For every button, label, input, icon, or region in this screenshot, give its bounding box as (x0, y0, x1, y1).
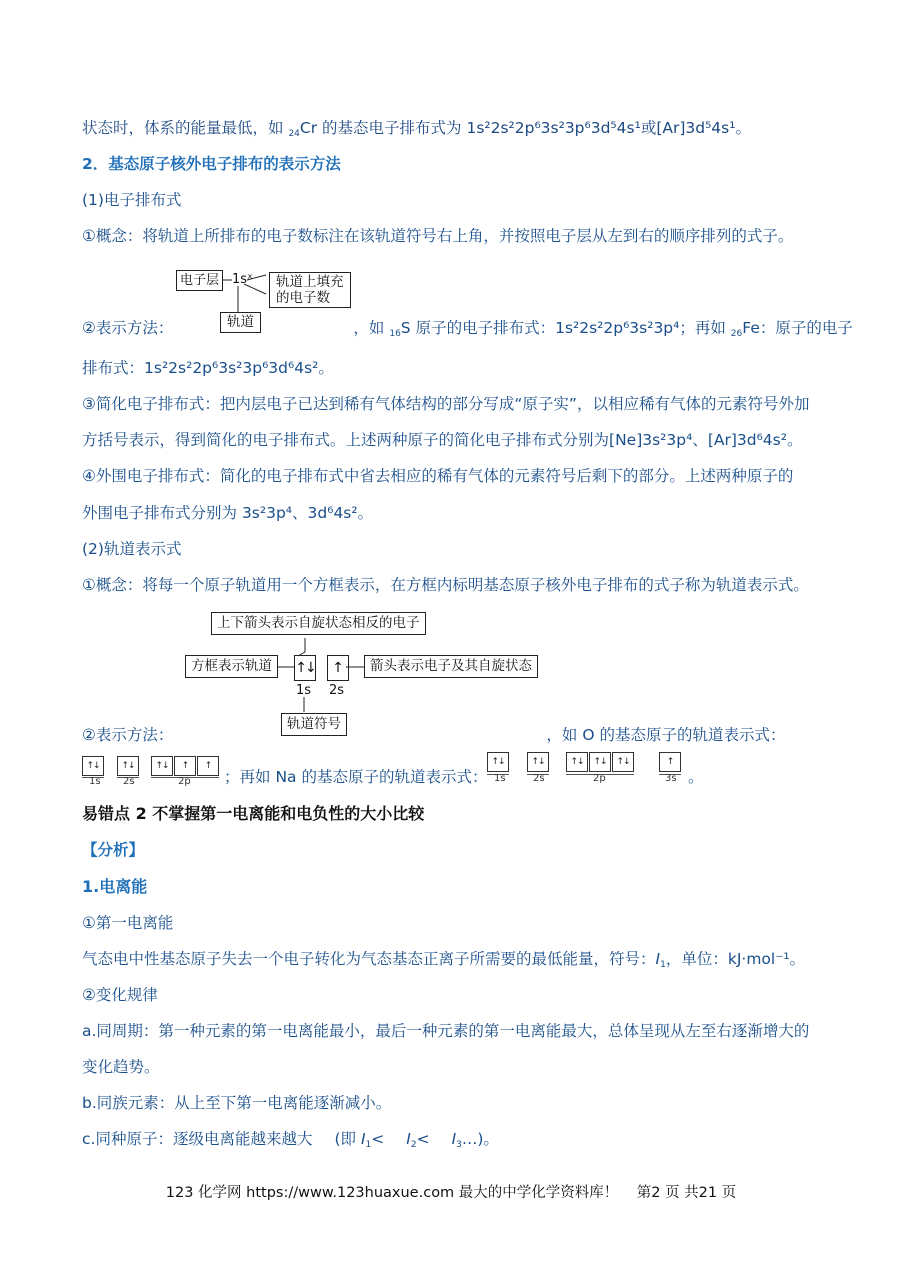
label-box-means: 方框表示轨道 (185, 655, 278, 678)
text: 。 (357, 504, 374, 522)
subscript: 1 (660, 960, 666, 970)
text: 外围电子排布式分别为 (82, 504, 242, 522)
heading-analysis: 【分析】 (82, 841, 145, 859)
text-line-orbital-concept: ①概念：将每一个原子轨道用一个方框表示，在方框内标明基态原子核外电子排布的式子称为轨道表示式。 (82, 576, 809, 594)
orbital-diagram-na (487, 752, 687, 786)
text: ，单位： (665, 950, 728, 968)
page-footer (0, 1181, 902, 1202)
orbital-box: ↑↓ (612, 752, 634, 772)
text: ，如 (353, 319, 390, 337)
label-orbital: 轨道 (220, 312, 261, 333)
text: 的基态原子的轨道表示式： (594, 726, 786, 744)
label-orbital-symbol: 轨道符号 (281, 713, 347, 736)
text-line-orbital-method (82, 724, 785, 746)
electron-config-short: [Ar]3d⁶4s² (707, 431, 787, 449)
text-line-same-atom (82, 1128, 499, 1150)
orbital-label: 2s (533, 773, 545, 784)
electron-config: 1s²2s²2p⁶3s²3p⁶3d⁶4s² (144, 359, 319, 377)
text: 的基态电子排布式为 (317, 119, 467, 137)
label-filled-line1: 轨道上填充 (276, 274, 344, 290)
symbol-i: I (451, 1130, 457, 1148)
text: 。 (786, 431, 803, 449)
orbital-diagram-explainer (185, 612, 535, 742)
electron-config-valence: 3d⁶4s² (307, 504, 358, 522)
element-symbol: Na (275, 768, 297, 786)
label-filled (269, 272, 351, 308)
element-symbol: Cr (299, 119, 318, 137)
orbital-box: ↑↓ (589, 752, 611, 772)
subscript: 3 (456, 1140, 462, 1150)
text: ；再如 (224, 768, 276, 786)
text-first-ionization: ①第一电离能 (82, 914, 174, 932)
heading-error-point-2: 易错点 2 不掌握第一电离能和电负性的大小比较 (82, 804, 425, 823)
text-line-group: b.同族元素：从上至下第一电离能逐渐减小。 (82, 1094, 392, 1112)
orbital-box: ↑↓ (487, 752, 509, 772)
orbital-box: ↑↓ (527, 752, 549, 772)
text-line-fe-config (82, 357, 334, 379)
label-1s: 1s (296, 683, 312, 698)
text: 。 (789, 950, 806, 968)
text-line-valence: ④外围电子排布式：简化的电子排布式中省去相应的稀有气体的元素符号后剩下的部分。上述两种原子的 (82, 467, 794, 485)
text: …)。 (461, 1130, 499, 1148)
text: (即 (334, 1130, 361, 1148)
text: 的基态原子的轨道表示式： (296, 768, 488, 786)
electron-config: 1s²2s²2p⁶3s²3p⁶3d⁵4s¹ (466, 119, 641, 137)
less-than: < (416, 1130, 430, 1148)
text: c.同种原子：逐级电离能越来越大 (82, 1130, 313, 1148)
orbital-label: 1s (89, 776, 101, 787)
text-line-simplified-2 (82, 429, 802, 451)
orbital-box: ↑ (197, 756, 219, 776)
footer-site: 123 化学网 https://www.123huaxue.com 最大的中学化学资料库！ (165, 1185, 619, 1201)
element-symbol: Fe (742, 319, 760, 337)
page-number: 第2 页 共21 页 (636, 1185, 737, 1201)
orbital-diagram-o (82, 756, 222, 786)
text: 方括号表示，得到简化的电子排布式。上述两种原子的简化电子排布式分别为 (82, 431, 610, 449)
section-heading-representation: 2．基态原子核外电子排布的表示方法 (82, 155, 341, 173)
atomic-number: 16 (389, 329, 401, 339)
text: 。 (735, 119, 751, 137)
label-2s: 2s (329, 683, 345, 698)
orbital-box-1s: ↑↓ (294, 655, 316, 681)
text: ②表示方法： (82, 726, 174, 744)
text-variation-rule: ②变化规律 (82, 986, 158, 1004)
text-line-trend: 变化趋势。 (82, 1058, 160, 1076)
orbital-box: ↑ (174, 756, 196, 776)
symbol-i: I (360, 1130, 366, 1148)
heading-ionization-energy: 1.电离能 (82, 877, 148, 896)
orbital-box: ↑↓ (151, 756, 173, 776)
orbital-box: ↑↓ (82, 756, 104, 776)
text-period: 。 (688, 768, 704, 786)
text: ；再如 (679, 319, 731, 337)
orbital-label: 2s (123, 776, 135, 787)
text-line-na (224, 766, 487, 788)
text: 排布式： (82, 359, 145, 377)
label-arrow-means: 箭头表示电子及其自旋状态 (364, 655, 538, 678)
text: 状态时，体系的能量最低，如 (82, 119, 289, 137)
label-filled-line2: 的电子数 (276, 290, 330, 306)
subscript: 2 (410, 1140, 417, 1150)
less-than: < (371, 1130, 385, 1148)
text-line-concept: ①概念：将轨道上所排布的电子数标注在该轨道符号右上角，并按照电子层从左到右的顺序排列的式子。 (82, 227, 794, 245)
orbital-box: ↑↓ (117, 756, 139, 776)
electron-config-valence: 3s²3p⁴ (241, 504, 293, 522)
text-line-method (82, 317, 853, 339)
text: 、 (292, 504, 308, 522)
electron-config: 1s²2s²2p⁶3s²3p⁴ (555, 319, 680, 337)
text: 气态电中性基态原子失去一个电子转化为气态基态正离子所需要的最低能量，符号： (82, 950, 656, 968)
element-symbol: O (582, 726, 595, 744)
text: 原子的电子排布式： (410, 319, 556, 337)
electron-config-short: [Ne]3s²3p⁴ (609, 431, 693, 449)
orbital-box-2s: ↑ (327, 655, 349, 681)
symbol-i: I (655, 950, 661, 968)
text: ，如 (546, 726, 583, 744)
text-line-simplified: ③简化电子排布式：把内层电子已达到稀有气体结构的部分写成“原子实”，以相应稀有气体的元素符号外加 (82, 395, 810, 413)
orbital-label: 1s (494, 773, 506, 784)
symbol-i: I (406, 1130, 411, 1148)
atomic-number: 26 (730, 329, 743, 339)
subsection-electron-config: (1)电子排布式 (82, 191, 182, 209)
subscript: 1 (365, 1140, 372, 1150)
orbital-label: 3s (665, 773, 677, 784)
orbital-box: ↑ (659, 752, 681, 772)
unit: kJ·mol⁻¹ (727, 950, 790, 968)
atomic-number: 24 (288, 129, 300, 139)
orbital-box: ↑↓ (566, 752, 588, 772)
label-arrows-opposite: 上下箭头表示自旋状态相反的电子 (211, 612, 426, 635)
label-shell: 电子层 (176, 270, 223, 291)
text-line-cr (82, 117, 751, 139)
orbital-label: 2p (178, 776, 191, 787)
text-line-definition (82, 948, 805, 970)
orbital-label: 2p (593, 773, 606, 784)
text: ：原子的电子 (759, 319, 853, 337)
electron-config-short: [Ar]3d⁵4s¹ (656, 119, 736, 137)
element-symbol: S (400, 319, 411, 337)
text: ②表示方法： (82, 319, 174, 337)
label-orbital-exp: 1sˣ (232, 272, 253, 287)
text-line-valence-2 (82, 502, 373, 524)
text: 。 (318, 359, 334, 377)
text: 或 (640, 119, 657, 137)
subsection-orbital-diagram: (2)轨道表示式 (82, 540, 182, 558)
text: 、 (692, 431, 708, 449)
text-line-period: a.同周期：第一种元素的第一电离能最小，最后一种元素的第一电离能最大，总体呈现从左至右逐渐增大的 (82, 1022, 810, 1040)
